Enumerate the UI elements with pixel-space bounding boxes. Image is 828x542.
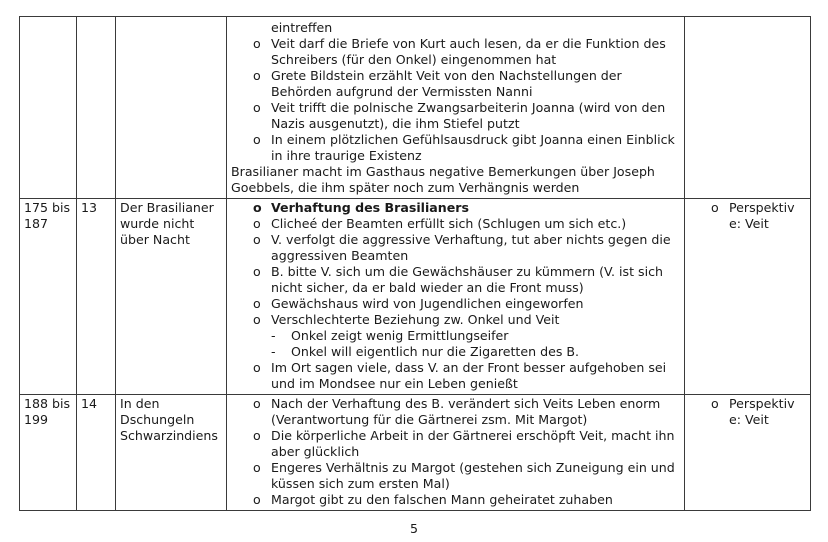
content-list [231,200,680,328]
table-row [20,199,811,395]
content-cell [227,395,685,511]
table-row [20,395,811,511]
perspective-cell [685,17,811,199]
list-item: o Die körperliche Arbeit in der Gärtnerei erschöpft Veit, macht ihn aber glücklich [253,428,675,459]
list-item: o Veit trifft die polnische Zwangsarbeiterin Joanna (wird von den Nazis ausgenutzt), die ihm Stiefel putzt [253,100,666,131]
content-cell [227,17,685,199]
pages-cell [20,17,77,199]
content-cell [227,199,685,395]
sub-list-item: - Onkel zeigt wenig Ermittlungseifer [271,328,509,343]
dash-icon: - [271,344,276,359]
bullet-icon: o [253,360,261,375]
list-item: o Perspektiv e: Veit [711,200,795,231]
bullet-icon: o [253,428,261,443]
dash-icon: - [271,328,276,343]
title-cell: In den Dschungeln Schwarzindiens [116,395,227,511]
title-cell [116,17,227,199]
bullet-icon: o [253,200,262,215]
bullet-icon: o [253,216,261,231]
bullet-icon: o [711,200,719,215]
list-item: o Margot gibt zu den falschen Mann geheiratet zuhaben [253,492,613,507]
bullet-icon: o [253,36,261,51]
bullet-icon: o [253,100,261,115]
chapter-cell: 13 [77,199,116,395]
list-item [231,200,680,216]
bullet-icon: o [253,492,261,507]
bullet-icon: o [253,396,261,411]
list-item: o Verschlechterte Beziehung zw. Onkel und Veit [253,312,560,327]
list-item: o Im Ort sagen viele, dass V. an der Front besser aufgehoben sei und im Mondsee nur ein Leben genießt [253,360,667,391]
list-item: o In einem plötzlichen Gefühlsausdruck gibt Joanna einen Einblick in ihre traurige Existenz [253,132,675,163]
list-item: eintreffen [271,20,333,35]
chapter-cell: 14 [77,395,116,511]
perspective-cell [685,199,811,395]
perspective-cell [685,395,811,511]
list-item: o Gewächshaus wird von Jugendlichen eingeworfen [253,296,584,311]
list-item: o Clicheé der Beamten erfüllt sich (Schlugen um sich etc.) [253,216,627,231]
list-item: o Nach der Verhaftung des B. verändert sich Veits Leben enorm (Verantwortung für die Gärtnerei zsm. Mit Margot) [253,396,661,427]
summary-table [19,16,811,511]
pages-cell: 175 bis 187 [20,199,77,395]
list-item: o Engeres Verhältnis zu Margot (gestehen sich Zuneigung ein und küssen sich zum ersten Mal) [253,460,675,491]
bullet-icon: o [711,396,719,411]
list-item: o B. bitte V. sich um die Gewächshäuser zu kümmern (V. ist sich nicht sicher, da er bald wieder an die Front muss) [253,264,663,295]
list-item: o Veit darf die Briefe von Kurt auch lesen, da er die Funktion des Schreibers (für den Onkel) eingenommen hat [253,36,666,67]
table-row [20,17,811,199]
sub-list [231,328,680,360]
bullet-icon: o [253,264,261,279]
title-cell: Der Brasilianer wurde nicht über Nacht [116,199,227,395]
bullet-icon: o [253,132,261,147]
bullet-icon: o [253,296,261,311]
bullet-icon: o [253,68,261,83]
sub-list-item: - Onkel will eigentlich nur die Zigaretten des B. [271,344,580,359]
list-item: o Perspektiv e: Veit [711,396,795,427]
bullet-icon: o [253,460,261,475]
page-number: 5 [409,521,418,536]
plain-text: Brasilianer macht im Gasthaus negative Bemerkungen über Joseph Goebbels, die ihm später noch zum Verhängnis werden [231,164,655,195]
content-list [231,396,680,508]
bullet-icon: o [253,312,261,327]
bullet-icon: o [253,232,261,247]
section-heading: Verhaftung des Brasilianers [271,200,470,215]
list-item: o V. verfolgt die aggressive Verhaftung, tut aber nichts gegen die aggressiven Beamten [253,232,671,263]
content-list [231,360,680,392]
chapter-cell [77,17,116,199]
pages-cell: 188 bis 199 [20,395,77,511]
content-list [231,20,680,164]
list-item: o Grete Bildstein erzählt Veit von den Nachstellungen der Behörden aufgrund der Vermissten Nanni [253,68,622,99]
